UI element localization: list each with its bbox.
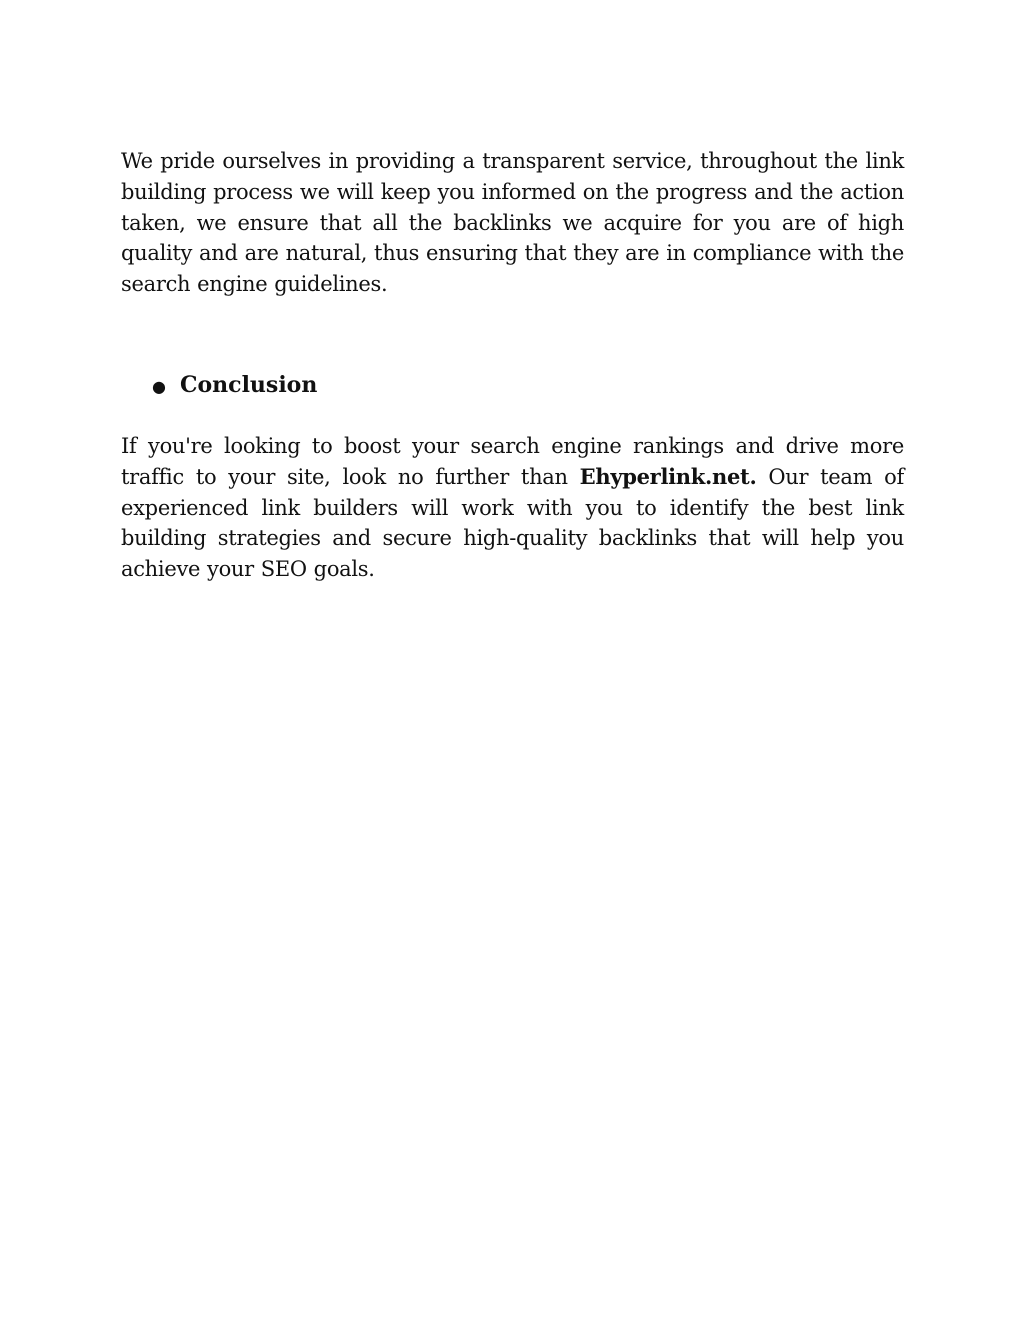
conclusion-paragraph <box>121 431 904 585</box>
conclusion-bullet-item <box>121 370 904 402</box>
conclusion-heading: Conclusion <box>180 371 318 398</box>
bullet-icon: ● <box>152 376 166 396</box>
conclusion-text-start: If you're looking to boost your search engine rankings and drive more traffic to your site, look no further than <box>121 433 904 489</box>
conclusion-text-end: Our team of experienced link builders will work with you to identify the best link building strategies and secure high-quality backlinks that will help you achieve your SEO goals. <box>121 464 904 582</box>
document-page <box>121 146 904 585</box>
intro-paragraph: We pride ourselves in providing a transparent service, throughout the link building process we will keep you informed on the progress and the action taken, we ensure that all the backlinks we acquire for you are of high quality and are natural, thus ensuring that they are in compliance with the search engine guidelines. <box>121 149 904 297</box>
company-name: Ehyperlink.net. <box>579 463 757 489</box>
